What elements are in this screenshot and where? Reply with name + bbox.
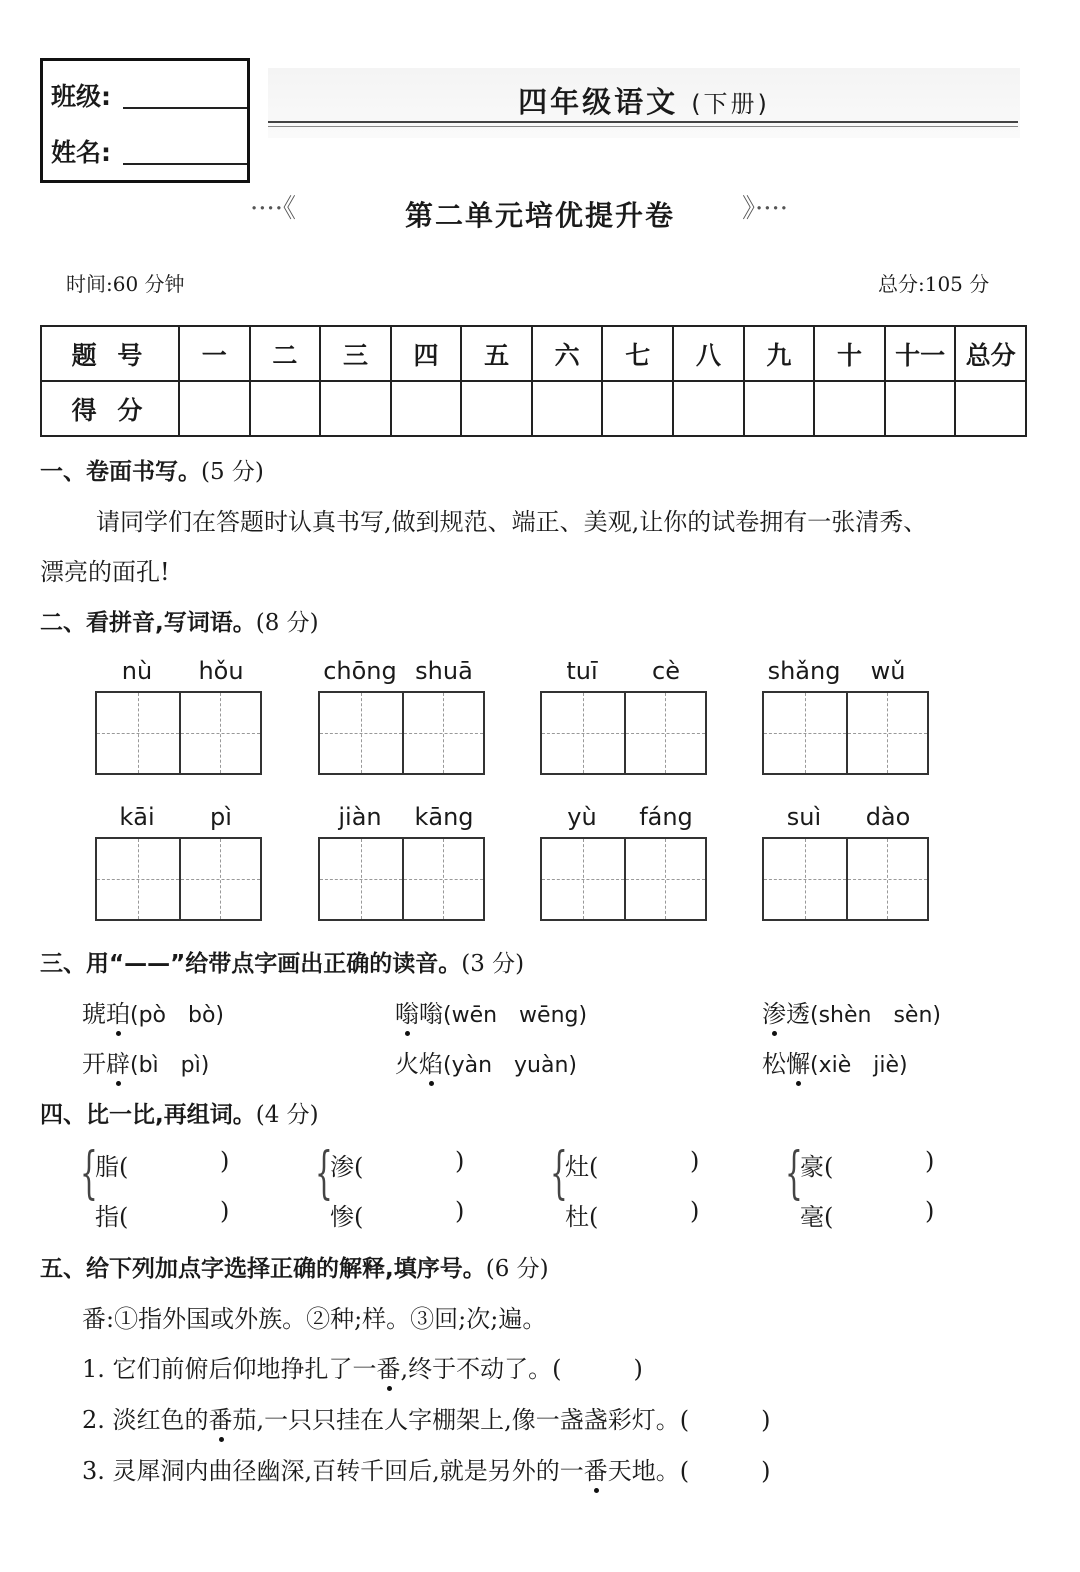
section5-title-text: 五、给下列加点字选择正确的解释,填序号。 bbox=[40, 1256, 486, 1282]
title-text: 四年级语文 bbox=[518, 85, 679, 119]
pinyin-syllable: hǒu bbox=[198, 657, 244, 685]
pinyin-syllable: suì bbox=[786, 803, 822, 831]
pair-char: 灶( bbox=[565, 1153, 599, 1181]
row-label: 得 分 bbox=[41, 381, 179, 436]
word-pair-bottom bbox=[330, 1197, 363, 1232]
brace-icon: { bbox=[80, 1141, 98, 1206]
question-answer-blank[interactable]: ,终于不动了。( ) bbox=[400, 1355, 643, 1383]
dotted-char: 珀 bbox=[106, 1000, 130, 1028]
pair-close: ) bbox=[455, 1147, 465, 1175]
pinyin-syllable: kāi bbox=[119, 803, 155, 831]
pinyin-writing-item bbox=[318, 657, 488, 777]
pair-char: 渗( bbox=[330, 1153, 364, 1181]
pinyin-syllable: cè bbox=[652, 657, 680, 685]
section2-points: (8 分) bbox=[255, 610, 319, 636]
pair-close: ) bbox=[690, 1197, 700, 1225]
section3-title-text: 三、用“——”给带点字画出正确的读音。 bbox=[40, 951, 462, 977]
writing-grid[interactable] bbox=[95, 837, 262, 921]
pinyin-writing-item bbox=[762, 803, 932, 923]
word-char: 松 bbox=[762, 1050, 786, 1078]
pinyin-syllable: nù bbox=[121, 657, 153, 685]
score-cell[interactable] bbox=[391, 381, 462, 436]
writing-grid[interactable] bbox=[318, 691, 485, 775]
writing-grid[interactable] bbox=[762, 691, 929, 775]
ornament-left-icon: ····《 bbox=[250, 194, 297, 224]
pair-close: ) bbox=[925, 1197, 935, 1225]
word-pair-bottom bbox=[565, 1197, 598, 1232]
pinyin-syllable: chōng bbox=[323, 657, 397, 685]
col-header: 十 bbox=[814, 326, 885, 381]
title-rule bbox=[268, 121, 1018, 123]
pinyin-writing-item bbox=[318, 803, 488, 923]
pinyin-options[interactable]: (yàn yuàn) bbox=[443, 1053, 577, 1078]
pinyin-writing-item bbox=[762, 657, 932, 777]
pinyin-options[interactable]: (bì pì) bbox=[130, 1053, 210, 1078]
time-limit: 时间:60 分钟 bbox=[66, 272, 185, 296]
score-cell[interactable] bbox=[461, 381, 532, 436]
brace-icon: { bbox=[550, 1141, 568, 1206]
definition-line: 番:①指外国或外族。②种;样。③回;次;遍。 bbox=[82, 1305, 547, 1333]
brace-icon: { bbox=[315, 1141, 333, 1206]
pair-char: 杜( bbox=[565, 1203, 599, 1231]
word-pair-top bbox=[565, 1147, 598, 1182]
pinyin-options[interactable]: (shèn sèn) bbox=[810, 1003, 941, 1028]
dotted-char: 番 bbox=[376, 1355, 401, 1383]
word-pair-bottom bbox=[800, 1197, 833, 1232]
section1-text-line2: 漂亮的面孔! bbox=[40, 558, 170, 586]
word-pair-top bbox=[330, 1147, 363, 1182]
pair-char: 毫( bbox=[800, 1203, 834, 1231]
volume-text: (下册) bbox=[691, 90, 770, 118]
pair-close: ) bbox=[925, 1147, 935, 1175]
question-answer-blank[interactable]: 天地。( ) bbox=[607, 1457, 771, 1485]
dotted-char: 番 bbox=[208, 1406, 233, 1434]
pair-close: ) bbox=[220, 1147, 230, 1175]
section3-title bbox=[40, 945, 524, 978]
section4-points: (4 分) bbox=[255, 1102, 319, 1128]
name-input-line[interactable] bbox=[123, 163, 247, 165]
reading-item[interactable] bbox=[82, 994, 224, 1029]
pinyin-syllable: shǎng bbox=[767, 657, 841, 685]
section2-title bbox=[40, 604, 319, 637]
ornament-right-icon: 》···· bbox=[742, 194, 789, 224]
reading-item[interactable] bbox=[395, 1044, 577, 1079]
total-score: 总分:105 分 bbox=[878, 272, 990, 296]
score-cell[interactable] bbox=[320, 381, 391, 436]
pinyin-syllable: wǔ bbox=[870, 657, 906, 685]
col-header: 六 bbox=[532, 326, 603, 381]
col-header: 十一 bbox=[885, 326, 956, 381]
col-header: 三 bbox=[320, 326, 391, 381]
pinyin-options[interactable]: (xiè jiè) bbox=[810, 1053, 908, 1078]
score-cell[interactable] bbox=[602, 381, 673, 436]
section5-title bbox=[40, 1250, 549, 1283]
dotted-char: 焰 bbox=[419, 1050, 443, 1078]
question-text: 1. 它们前俯后仰地挣扎了一 bbox=[82, 1355, 377, 1383]
pinyin-syllable: yù bbox=[567, 803, 597, 831]
pair-close: ) bbox=[455, 1197, 465, 1225]
col-header: 八 bbox=[673, 326, 744, 381]
dotted-char: 辟 bbox=[106, 1050, 130, 1078]
pinyin-syllable: pì bbox=[210, 803, 232, 831]
brace-icon: { bbox=[785, 1141, 803, 1206]
class-label: 班级: bbox=[51, 82, 111, 111]
writing-grid[interactable] bbox=[318, 837, 485, 921]
reading-item[interactable] bbox=[395, 994, 587, 1029]
title-rule-thin bbox=[268, 126, 1018, 127]
section1-points: (5 分) bbox=[201, 459, 264, 485]
section4-title bbox=[40, 1096, 319, 1129]
score-cell[interactable] bbox=[744, 381, 815, 436]
class-input-line[interactable] bbox=[123, 107, 247, 109]
word-char: 火 bbox=[395, 1050, 419, 1078]
section5-points: (6 分) bbox=[485, 1256, 549, 1282]
word-char: 琥 bbox=[82, 1000, 106, 1028]
dotted-char: 懈 bbox=[786, 1050, 810, 1078]
pinyin-syllable: fáng bbox=[639, 803, 693, 831]
word-char: 透 bbox=[786, 1000, 810, 1028]
writing-grid[interactable] bbox=[540, 837, 707, 921]
question-item[interactable] bbox=[82, 1349, 643, 1384]
question-text: 3. 灵犀洞内曲径幽深,百转千回后,就是另外的一 bbox=[82, 1457, 584, 1485]
score-table bbox=[40, 325, 1027, 437]
reading-item[interactable] bbox=[762, 994, 941, 1029]
pinyin-options[interactable]: (pò bò) bbox=[130, 1003, 225, 1028]
pinyin-syllable: dào bbox=[865, 803, 911, 831]
pair-close: ) bbox=[220, 1197, 230, 1225]
section4-title-text: 四、比一比,再组词。 bbox=[40, 1102, 256, 1128]
writing-grid[interactable] bbox=[95, 691, 262, 775]
question-text: 2. 淡红色的 bbox=[82, 1406, 209, 1434]
col-header: 一 bbox=[179, 326, 250, 381]
question-answer-blank[interactable]: 茄,一只只挂在人字棚架上,像一盏盏彩灯。( ) bbox=[232, 1406, 771, 1434]
pinyin-syllable: jiàn bbox=[338, 803, 382, 831]
pair-close: ) bbox=[690, 1147, 700, 1175]
score-cell[interactable] bbox=[250, 381, 321, 436]
pair-char: 指( bbox=[95, 1203, 129, 1231]
word-pair-top bbox=[95, 1147, 128, 1182]
section1-title-text: 一、卷面书写。 bbox=[40, 459, 201, 485]
col-header: 九 bbox=[744, 326, 815, 381]
pinyin-writing-item bbox=[95, 657, 265, 777]
reading-item[interactable] bbox=[82, 1044, 209, 1079]
pinyin-writing-item bbox=[540, 803, 710, 923]
dotted-char: 番 bbox=[583, 1457, 608, 1485]
word-char: 嗡 bbox=[419, 1000, 443, 1028]
col-header: 四 bbox=[391, 326, 462, 381]
pinyin-syllable: tuī bbox=[566, 657, 598, 685]
score-row bbox=[41, 381, 1026, 436]
pinyin-writing-item bbox=[540, 657, 710, 777]
dotted-char: 嗡 bbox=[395, 1000, 419, 1028]
pinyin-syllable: shuā bbox=[415, 657, 473, 685]
word-pair-top bbox=[800, 1147, 833, 1182]
writing-grid[interactable] bbox=[540, 691, 707, 775]
col-header: 五 bbox=[461, 326, 532, 381]
question-number-row bbox=[41, 326, 1026, 381]
name-label: 姓名: bbox=[51, 138, 111, 167]
section1-title bbox=[40, 453, 264, 486]
pair-char: 脂( bbox=[95, 1153, 129, 1181]
score-cell[interactable] bbox=[179, 381, 250, 436]
score-cell[interactable] bbox=[532, 381, 603, 436]
word-char: 开 bbox=[82, 1050, 106, 1078]
pair-char: 惨( bbox=[330, 1203, 364, 1231]
dotted-char: 渗 bbox=[762, 1000, 786, 1028]
row-label: 题 号 bbox=[41, 326, 179, 381]
pinyin-writing-item bbox=[95, 803, 265, 923]
pinyin-options[interactable]: (wēn wēng) bbox=[443, 1003, 588, 1028]
col-header: 总分 bbox=[955, 326, 1026, 381]
score-cell[interactable] bbox=[673, 381, 744, 436]
score-cell[interactable] bbox=[885, 381, 956, 436]
col-header: 七 bbox=[602, 326, 673, 381]
student-info-box bbox=[40, 58, 250, 183]
col-header: 二 bbox=[250, 326, 321, 381]
score-cell[interactable] bbox=[814, 381, 885, 436]
reading-item[interactable] bbox=[762, 1044, 908, 1079]
writing-grid[interactable] bbox=[762, 837, 929, 921]
section2-title-text: 二、看拼音,写词语。 bbox=[40, 610, 256, 636]
question-item[interactable] bbox=[82, 1400, 771, 1435]
pair-char: 豪( bbox=[800, 1153, 834, 1181]
page-title bbox=[268, 80, 1020, 121]
page-subtitle: 第二单元培优提升卷 bbox=[404, 199, 675, 232]
word-pair-bottom bbox=[95, 1197, 128, 1232]
section3-points: (3 分) bbox=[461, 951, 525, 977]
section1-text-line1: 请同学们在答题时认真书写,做到规范、端正、美观,让你的试卷拥有一张清秀、 bbox=[96, 508, 928, 536]
score-cell[interactable] bbox=[955, 381, 1026, 436]
pinyin-syllable: kāng bbox=[414, 803, 474, 831]
question-item[interactable] bbox=[82, 1451, 771, 1486]
